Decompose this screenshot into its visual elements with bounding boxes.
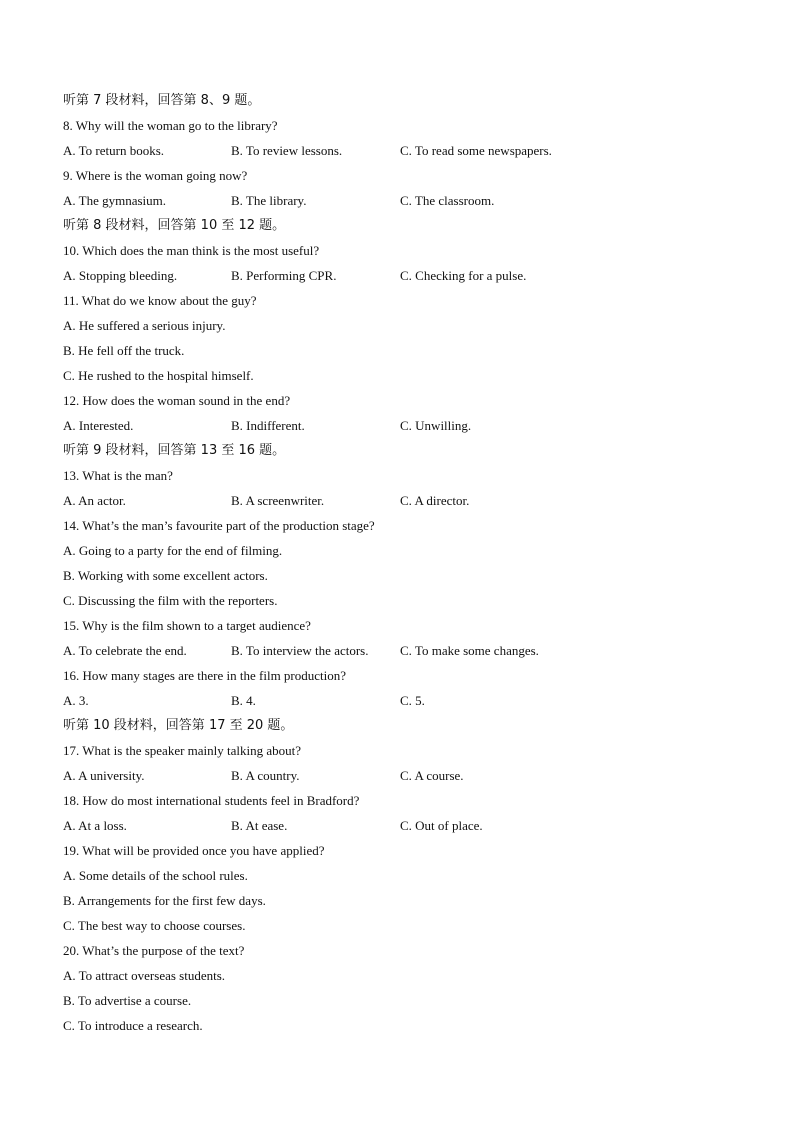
question-14: 14. What’s the man’s favourite part of the production stage? [63,518,375,533]
options-row-q17 [63,763,743,788]
question-18: 18. How do most international students feel in Bradford? [63,793,360,808]
option-c: C. A director. [400,493,470,508]
option-b: B. 4. [231,693,256,708]
option-line: C. He rushed to the hospital himself. [63,368,254,383]
options-row-q12 [63,413,743,438]
options-row-q18 [63,813,743,838]
option-b: B. At ease. [231,818,288,833]
option-line: B. Arrangements for the first few days. [63,893,266,908]
options-row-q9 [63,188,743,213]
options-row-q16 [63,688,743,713]
question-19: 19. What will be provided once you have applied? [63,843,325,858]
option-c: C. Checking for a pulse. [400,268,527,283]
option-line: A. To attract overseas students. [63,968,226,983]
option-c: C. To make some changes. [400,643,539,658]
exam-page [63,88,743,1038]
option-a: A. The gymnasium. [63,193,167,208]
options-row-q10 [63,263,743,288]
question-8: 8. Why will the woman go to the library? [63,118,278,133]
option-a: A. To return books. [63,143,165,158]
option-b: B. Performing CPR. [231,268,337,283]
section-heading-10: 听第 10 段材料，回答第 17 至 20 题。 [63,718,294,733]
options-row-q15 [63,638,743,663]
section-heading-8: 听第 8 段材料，回答第 10 至 12 题。 [63,218,286,233]
section-heading-9: 听第 9 段材料，回答第 13 至 16 题。 [63,443,286,458]
question-12: 12. How does the woman sound in the end? [63,393,291,408]
option-c: C. A course. [400,768,464,783]
option-c: C. 5. [400,693,425,708]
option-a: A. A university. [63,768,145,783]
option-a: A. 3. [63,693,89,708]
option-a: A. To celebrate the end. [63,643,187,658]
option-b: B. Indifferent. [231,418,305,433]
question-11: 11. What do we know about the guy? [63,293,257,308]
option-c: C. Out of place. [400,818,483,833]
option-line: B. He fell off the truck. [63,343,185,358]
option-a: A. At a loss. [63,818,127,833]
options-row-q8 [63,138,743,163]
option-line: C. The best way to choose courses. [63,918,246,933]
question-9: 9. Where is the woman going now? [63,168,248,183]
option-b: B. The library. [231,193,307,208]
question-10: 10. Which does the man think is the most useful? [63,243,320,258]
question-17: 17. What is the speaker mainly talking about? [63,743,302,758]
option-line: A. Going to a party for the end of filming. [63,543,283,558]
section-heading-7: 听第 7 段材料，回答第 8、9 题。 [63,93,261,108]
option-line: B. Working with some excellent actors. [63,568,268,583]
option-b: B. To review lessons. [231,143,343,158]
option-line: C. Discussing the film with the reporters. [63,593,278,608]
option-a: A. Interested. [63,418,134,433]
options-row-q13 [63,488,743,513]
question-16: 16. How many stages are there in the film production? [63,668,347,683]
option-b: B. A screenwriter. [231,493,325,508]
question-15: 15. Why is the film shown to a target audience? [63,618,311,633]
option-line: A. Some details of the school rules. [63,868,248,883]
option-line: A. He suffered a serious injury. [63,318,226,333]
option-a: A. An actor. [63,493,126,508]
option-c: C. To read some newspapers. [400,143,552,158]
option-c: C. Unwilling. [400,418,472,433]
option-c: C. The classroom. [400,193,495,208]
option-b: B. To interview the actors. [231,643,369,658]
option-a: A. Stopping bleeding. [63,268,178,283]
option-line: C. To introduce a research. [63,1018,203,1033]
option-b: B. A country. [231,768,300,783]
question-20: 20. What’s the purpose of the text? [63,943,245,958]
option-line: B. To advertise a course. [63,993,192,1008]
question-13: 13. What is the man? [63,468,173,483]
